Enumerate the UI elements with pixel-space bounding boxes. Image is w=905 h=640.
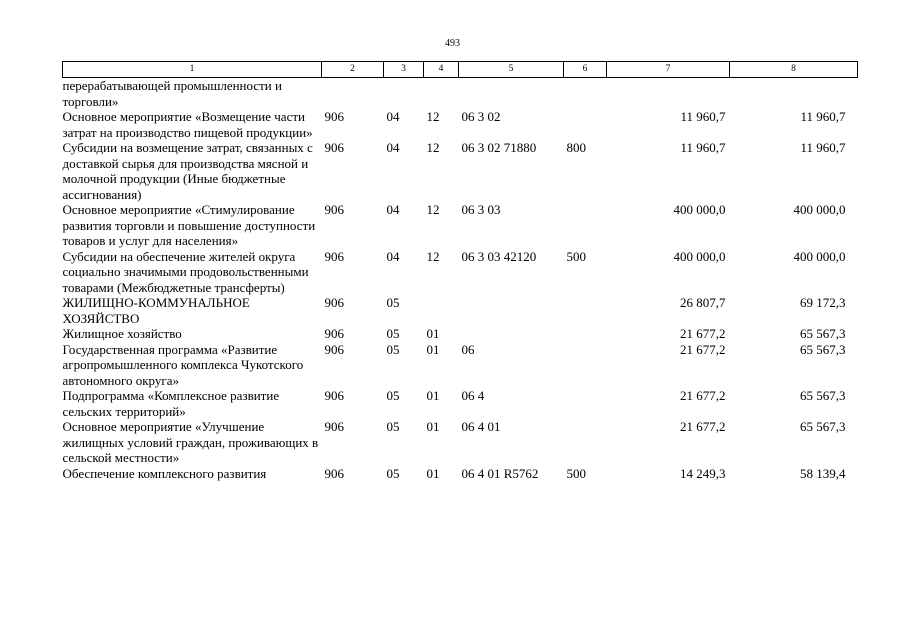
cell-expense-type — [564, 388, 607, 419]
row-name: Подпрограмма «Комплексное развитие сельских территорий» — [62, 388, 280, 419]
cell-amount-1: 21 677,2 — [680, 419, 726, 434]
cell-target-article: 06 3 03 — [461, 202, 501, 217]
cell-amount-1: 400 000,0 — [673, 248, 726, 264]
cell-subsection: 12 — [426, 202, 440, 217]
row-name: Жилищное хозяйство — [62, 326, 182, 341]
cell-section: 05 — [386, 419, 400, 434]
cell-admin-code: 906 — [324, 326, 344, 341]
row-name: Субсидии на обеспечение жителей округа социально значимыми продовольственными товарами (Межбюджетные трансферты) — [62, 248, 309, 295]
header-cell: 3 — [384, 62, 424, 78]
cell-amount-1: 400 000,0 — [673, 202, 726, 217]
cell-subsection: 01 — [426, 465, 440, 481]
cell-amount-1: 14 249,3 — [680, 465, 726, 481]
cell-section: 04 — [386, 109, 400, 124]
page-number: 493 — [445, 38, 460, 49]
cell-amount-2: 11 960,7 — [800, 109, 846, 124]
cell-admin-code: 906 — [324, 140, 344, 155]
cell-section: 04 — [386, 202, 400, 217]
cell-admin-code: 906 — [324, 341, 344, 357]
cell-target-article: 06 4 01 R5762 — [461, 465, 539, 481]
table-row — [63, 388, 858, 419]
cell-amount-1: 21 677,2 — [680, 341, 726, 357]
cell-subsection: 12 — [426, 109, 440, 124]
cell-amount-2: 11 960,7 — [800, 140, 846, 155]
cell-amount-2: 65 567,3 — [800, 326, 846, 341]
cell-section — [384, 78, 424, 110]
cell-target-article: 06 4 01 — [461, 419, 501, 434]
table-row — [63, 419, 858, 466]
cell-amount-1: 11 960,7 — [680, 140, 726, 155]
table-row — [63, 202, 858, 249]
cell-subsection: 12 — [426, 248, 440, 264]
cell-amount-2: 400 000,0 — [793, 202, 846, 217]
header-cell: 4 — [424, 62, 459, 78]
cell-amount-2: 65 567,3 — [800, 388, 846, 403]
cell-section: 04 — [386, 248, 400, 264]
row-name: перерабатывающей промышленности и торговли» — [62, 78, 282, 109]
table-row — [63, 78, 858, 110]
budget-table — [62, 61, 858, 481]
cell-amount-1: 11 960,7 — [680, 109, 726, 124]
header-row — [63, 62, 858, 78]
cell-section: 05 — [386, 465, 400, 481]
header-cell: 5 — [459, 62, 564, 78]
cell-section: 05 — [386, 326, 400, 341]
cell-target-article: 06 — [461, 341, 475, 357]
cell-subsection — [424, 295, 459, 326]
row-name: Основное мероприятие «Улучшение жилищных условий граждан, проживающих в сельской местности» — [62, 419, 319, 465]
cell-target-article: 06 3 02 — [461, 109, 501, 124]
table-row — [63, 466, 858, 482]
cell-target-article — [459, 326, 564, 342]
cell-expense-type — [564, 202, 607, 249]
cell-section: 05 — [386, 295, 400, 310]
cell-expense-type: 500 — [566, 248, 586, 264]
cell-subsection: 12 — [426, 140, 440, 155]
cell-expense-type — [564, 109, 607, 140]
cell-admin-code: 906 — [324, 388, 344, 403]
cell-expense-type: 500 — [566, 465, 586, 481]
cell-target-article — [459, 78, 564, 110]
row-name: ЖИЛИЩНО-КОММУНАЛЬНОЕ ХОЗЯЙСТВО — [62, 295, 250, 326]
header-cell: 6 — [564, 62, 607, 78]
cell-amount-1: 26 807,7 — [680, 295, 726, 310]
cell-expense-type — [564, 295, 607, 326]
cell-subsection: 01 — [426, 341, 440, 357]
cell-target-article: 06 3 02 71880 — [461, 140, 537, 155]
table-row — [63, 326, 858, 342]
cell-admin-code: 906 — [324, 419, 344, 434]
cell-expense-type — [564, 326, 607, 342]
cell-amount-2: 400 000,0 — [793, 248, 846, 264]
cell-amount-2 — [730, 78, 858, 110]
cell-admin-code — [322, 78, 384, 110]
cell-subsection: 01 — [426, 419, 440, 434]
row-name: Обеспечение комплексного развития — [62, 465, 267, 481]
cell-amount-2: 65 567,3 — [800, 341, 846, 357]
cell-target-article: 06 4 — [461, 388, 485, 403]
cell-subsection: 01 — [426, 326, 440, 341]
cell-target-article — [459, 295, 564, 326]
cell-target-article: 06 3 03 42120 — [461, 248, 537, 264]
header-cell: 8 — [730, 62, 858, 78]
cell-admin-code: 906 — [324, 109, 344, 124]
cell-section: 05 — [386, 388, 400, 403]
cell-amount-1 — [607, 78, 730, 110]
cell-expense-type — [564, 419, 607, 466]
header-cell: 7 — [607, 62, 730, 78]
cell-section: 05 — [386, 341, 400, 357]
table-row — [63, 249, 858, 296]
cell-amount-2: 69 172,3 — [800, 295, 846, 310]
cell-expense-type — [564, 78, 607, 110]
cell-amount-1: 21 677,2 — [680, 388, 726, 403]
cell-admin-code: 906 — [324, 465, 344, 481]
cell-expense-type: 800 — [566, 140, 586, 155]
cell-subsection: 01 — [426, 388, 440, 403]
header-cell: 1 — [63, 62, 322, 78]
cell-amount-1: 21 677,2 — [680, 326, 726, 341]
row-name: Основное мероприятие «Возмещение части затрат на производство пищевой продукции» — [62, 109, 313, 140]
table-row — [63, 295, 858, 326]
cell-amount-2: 65 567,3 — [800, 419, 846, 434]
table-row — [63, 342, 858, 389]
table-row — [63, 140, 858, 202]
header-cell: 2 — [322, 62, 384, 78]
cell-amount-2: 58 139,4 — [800, 465, 846, 481]
cell-subsection — [424, 78, 459, 110]
table-row — [63, 109, 858, 140]
row-name: Основное мероприятие «Стимулирование развития торговли и повышение доступности товаров и услуг для населения» — [62, 202, 316, 248]
cell-admin-code: 906 — [324, 202, 344, 217]
cell-admin-code: 906 — [324, 248, 344, 264]
row-name: Государственная программа «Развитие агропромышленного комплекса Чукотского автономного округа» — [62, 341, 304, 388]
cell-section: 04 — [386, 140, 400, 155]
cell-admin-code: 906 — [324, 295, 344, 310]
cell-expense-type — [564, 342, 607, 389]
row-name: Субсидии на возмещение затрат, связанных с доставкой сырья для производства мясной и молочной продукции (Иные бюджетные ассигнования) — [62, 140, 313, 202]
